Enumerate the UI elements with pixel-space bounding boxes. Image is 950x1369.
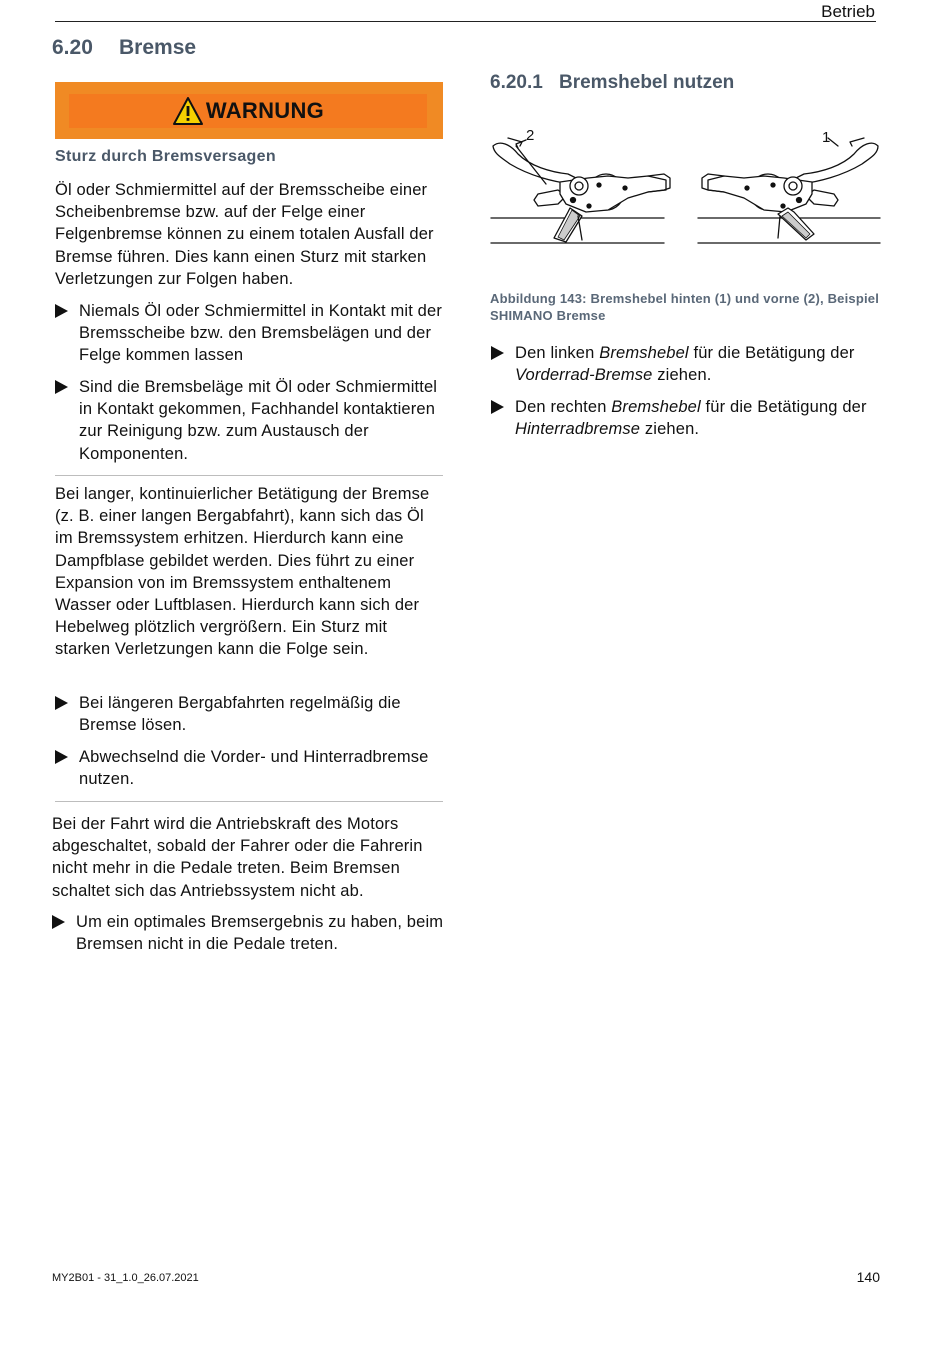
overheat-bullet: [55, 746, 445, 790]
instruction-text: Den rechten Bremshebel für die Betätigung der Hinterradbremse ziehen.: [515, 398, 867, 439]
divider: [55, 475, 443, 476]
right-brake-lever-illustration: [698, 138, 880, 243]
figure-label-left: 2: [526, 127, 535, 144]
section-title-text: Bremse: [119, 36, 197, 59]
subsection-title-text: Bremshebel nutzen: [559, 72, 735, 93]
warning-bullet: [55, 376, 445, 465]
subsection-title: [490, 72, 734, 94]
warning-bullet: [55, 300, 445, 367]
section-title: [52, 36, 196, 60]
bullet-arrow-icon: [491, 346, 504, 360]
header-section-label: Betrieb: [821, 2, 875, 21]
instruction-text: Den linken Bremshebel für die Betätigung der Vorderrad-Bremse ziehen.: [515, 344, 855, 385]
brake-lever-figure: [488, 120, 883, 250]
bullet-arrow-icon: [491, 400, 504, 414]
overheat-bullet: [55, 692, 445, 736]
warning-triangle-icon: [172, 96, 204, 126]
warning-label: WARNUNG: [205, 98, 325, 123]
bullet-arrow-icon: [52, 915, 65, 929]
instruction-item: [491, 342, 881, 386]
divider: [55, 801, 443, 802]
subsection-number: 6.20.1: [490, 72, 543, 93]
footer-page-number: 140: [856, 1269, 880, 1285]
warning-bullet-text: Sind die Bremsbeläge mit Öl oder Schmiermittel in Kontakt gekommen, Fachhandel kontaktieren zur Reinigung bzw. zum Austausch der Komponenten.: [79, 378, 438, 463]
bullet-arrow-icon: [55, 304, 68, 318]
overheat-bullet-text: Abwechselnd die Vorder- und Hinterradbremse nutzen.: [79, 748, 429, 789]
motor-bullet: [52, 911, 446, 955]
warning-subheading: Sturz durch Bremsversagen: [55, 148, 276, 165]
left-brake-lever-illustration: [491, 138, 670, 243]
bullet-arrow-icon: [55, 696, 68, 710]
motor-bullet-text: Um ein optimales Bremsergebnis zu haben, beim Bremsen nicht in die Pedale treten.: [76, 913, 444, 954]
figure-caption: Abbildung 143: Bremshebel hinten (1) und vorne (2), Beispiel SHIMANO Bremse: [490, 291, 880, 323]
warning-banner: [55, 82, 443, 139]
header-rule: [55, 21, 876, 22]
overheat-bullet-text: Bei längeren Bergabfahrten regelmäßig die Bremse lösen.: [79, 694, 401, 735]
warning-banner-inner: [69, 94, 427, 128]
warning-intro: Öl oder Schmiermittel auf der Bremsscheibe einer Scheibenbremse bzw. auf der Felge einer Felgenbremse können zu einem totalen Ausfall der Bremse führen. Dies kann einen Sturz mit starken Verletzungen zur Folgen haben.: [55, 181, 434, 288]
bullet-arrow-icon: [55, 750, 68, 764]
warning-bullet-text: Niemals Öl oder Schmiermittel in Kontakt mit der Bremsscheibe bzw. den Bremsbelägen und der Felge kommen lassen: [79, 302, 442, 365]
motor-text: Bei der Fahrt wird die Antriebskraft des Motors abgeschaltet, sobald der Fahrer oder die Fahrerin nicht mehr in die Pedale treten. Beim Bremsen schaltet sich das Antriebssystem nicht ab.: [52, 815, 423, 900]
footer-document-id: MY2B01 - 31_1.0_26.07.2021: [52, 1272, 199, 1284]
figure-label-right: 1: [822, 129, 831, 146]
overheat-text: Bei langer, kontinuierlicher Betätigung der Bremse (z. B. einer langen Bergabfahrt), kann sich das Öl im Bremssystem erhitzen. Hierdurch kann eine Dampfblase gebildet werden. Dies führt zu einer Expansion von im Bremssystem enthaltenem Wasser oder Luftblasen. Hierdurch kann sich der Hebelweg plötzlich vergrößern. Ein Sturz mit starken Verletzungen kann die Folge sein.: [55, 485, 430, 659]
section-number: 6.20: [52, 36, 93, 59]
bullet-arrow-icon: [55, 380, 68, 394]
instruction-item: [491, 396, 881, 440]
